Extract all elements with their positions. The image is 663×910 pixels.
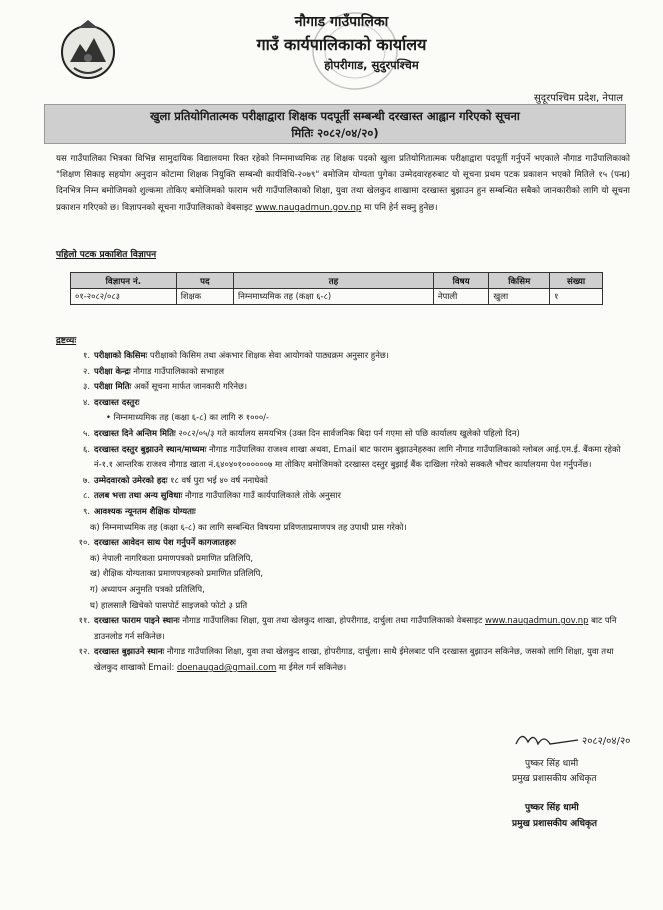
item-label: परीक्षा केन्द्रः (94, 365, 131, 376)
item-text: नौगाड गाउँपालिका शिक्षा, युवा तथा खेलकुद शाखा, होपरीगाड, दार्चुला। साथै ईमेलबाट पनि दरखास्त बुझाउन सकिनेछ, जसको लागि शिक्षा, युवा तथा खेलकुद शाखाको Email: (94, 646, 614, 672)
table-row (71, 289, 603, 305)
stamp-designation: प्रमुख प्रशासकीय अधिकृत (512, 819, 598, 829)
website-link[interactable]: www.naugadmun.gov.np (255, 202, 362, 213)
table-cell: १ (550, 289, 603, 305)
document-subitem: ख) शैक्षिक योग्यताका प्रमाणपत्रहरुको प्रमाणित प्रतिलिपि, (90, 568, 264, 579)
item-text: नौगाड गाउँपालिका गाउँ कार्यपालिकाले तोके अनुसार (184, 490, 341, 501)
notes-heading: द्रष्टव्यः (56, 336, 77, 346)
item-number: ४. (82, 396, 90, 407)
item-text: नौगाड गाउँपालिका राजश्व शाखा अथवा, Email बाट फाराम बुझाउनेहरुका लागि नौगाड गाउँपालिकाको ग्लोबल आई.एम.ई. बैंकमा रहेको नं-१.१ आन्तरिक राजश्व नौगाड खाता नं.६४०४०१००००००७ मा तोकिए बमोजिमको दरखास्त दस्तुर बुझाई बैंक दाखिला गरेको सक्कलै भौचर कार्यालयमा पेश गर्नुपर्नेछ। (94, 443, 621, 470)
item-number: ६. (82, 443, 90, 454)
item-text: नौगाड गाउँपालिकाको सभाहल (133, 365, 225, 376)
list-item (58, 442, 636, 473)
notice-title: खुला प्रतियोगितात्मक परीक्षाद्वारा शिक्षक पदपूर्ती सम्बन्धी दरखास्त आह्वान गरिएको सूचना (150, 109, 520, 123)
item-label: दरखास्त दस्तुर बुझाउने स्थान/माध्यमः (94, 443, 207, 454)
col-header: तह (234, 273, 434, 289)
stamp-name: पुष्कर सिंह धामी (525, 803, 579, 813)
item-label: दरखास्त दिने अन्तिम मितिः (94, 427, 176, 438)
signatory-designation: प्रमुख प्रशासकीय अधिकृत (512, 774, 597, 784)
notes-list (58, 348, 636, 675)
item-number: ५. (82, 427, 90, 438)
qualification-subitem: क) निम्नमाध्यमिक तह (कक्षा ६-८) का लागि सम्बन्धित विषयमा प्रविणताप्रमाणपत्र तह उपाधी प्रास गरेको। (90, 521, 407, 532)
item-suffix: मा ईमेल गर्न सकिनेछ। (278, 661, 347, 672)
list-item (58, 504, 636, 520)
list-item (58, 644, 636, 675)
office-location: होपरीगाड, सुदुरपश्चिम (324, 58, 419, 72)
table-cell: ०१-२०८२/०८३ (71, 289, 177, 305)
notice-title-box (44, 104, 626, 144)
item-text: २०८२/०५/३ गते कार्यालय समयभित्र (उक्त दिन सार्वजनिक बिदा पर्न गएमा सो पछि कार्यालय खुलेको पहिलो दिन) (178, 427, 520, 438)
intro-suffix: मा पनि हेर्न सक्नु हुनेछ। (364, 202, 438, 213)
website-link[interactable]: www.naugadmun.gov.np (484, 615, 589, 626)
table-cell: शिक्षक (176, 289, 233, 305)
intro-paragraph (56, 151, 630, 216)
item-number: ११. (78, 615, 90, 626)
office-name: गाउँ कार्यपालिकाको कार्यालय (256, 35, 427, 54)
notice-date: मितिः २०८२/०४/२०) (291, 126, 379, 140)
list-item (58, 488, 636, 504)
item-number: ८. (82, 490, 90, 501)
col-header: संख्या (550, 273, 603, 289)
item-number: ७. (82, 474, 90, 485)
document-subitem: घ) हालसालै खिचेको पासपोर्ट साइजको फोटो ३ प्रति (90, 599, 248, 610)
section-heading: पहिलो पटक प्रकाशित विज्ञापन (56, 250, 157, 260)
municipality-name: नौगाड गाउँपालिका (294, 14, 389, 30)
item-number: ९. (82, 505, 90, 516)
item-label: आवश्यक न्यूनतम शैक्षिक योग्यताः (94, 505, 196, 516)
item-label: दरखास्त आवेदन साथ पेश गर्नुपर्ने कागजातहरुः (94, 537, 236, 548)
col-header: विज्ञापन नं. (71, 273, 177, 289)
table-cell: निम्नमाध्यमिक तह (कक्षा ६-८) (234, 289, 434, 305)
handwritten-signature (508, 726, 638, 752)
email-link[interactable]: doenaugad@gmail.com (176, 661, 277, 672)
svg-text:२०८२/०४/२०: २०८२/०४/२० (582, 736, 631, 747)
fee-bullet: • निम्नमाध्यमिक तह (कक्षा ६-८) का लागि रु १०००/- (106, 412, 270, 423)
list-item (58, 473, 636, 489)
list-item (58, 364, 636, 380)
list-item (58, 535, 636, 551)
col-header: विषय (433, 273, 489, 289)
document-subitem: क) नेपाली नागरिकता प्रमाणपत्रको प्रमाणित प्रतिलिपि, (90, 552, 253, 563)
item-number: १. (82, 350, 90, 360)
list-item (58, 613, 636, 644)
item-text: अर्को सूचना मार्फत जानकारी गरिनेछ। (133, 381, 248, 392)
item-label: परीक्षाको किसिमः (94, 350, 148, 360)
col-header: पद (176, 273, 233, 289)
item-label: परीक्षा मितिः (94, 381, 132, 392)
list-item (58, 379, 636, 395)
intro-text: यस गाउँपालिका भित्रका विभिन्न सामुदायिक विद्यालयमा रिक्त रहेको निम्नमाध्यमिक तह शिक्षक पदको खुला प्रतियोगितात्मक परीक्षाद्वारा पदपूर्ती गर्नुपर्ने भएकाले नौगाड गाउँपालिकाको "शिक्षण सिकाइ सहयोग अनुदान कोटामा शिक्षक नियुक्ति सम्बन्धी कार्यविधि-२०७९" बमोजिम योग्यता पुगेका उम्मेदवारहरुबाट यो सूचना प्रथम पटक प्रकाशन भएको मितिले १५ (पन्ध्र) दिनभित्र निम्न बमोजिमको शुल्कमा तोकिए बमोजिमको फाराम भरी गाउँपालिकाको शिक्षा, युवा तथा खेलकुद शाखामा दरखास्त बुझाउन हुन सम्बन्धित सबैको जानकारीको लागि यो सूचना प्रकाशन गरिएको छ। विज्ञापनको सूचना गाउँपालिकाको वेबसाइट (56, 154, 630, 213)
item-number: १०. (78, 537, 90, 548)
item-suffix: बाट पनि डाउनलोड गर्न सकिनेछ। (94, 615, 617, 641)
item-label: तलब भत्ता तथा अन्य सुविधाः (94, 490, 183, 501)
item-label: दरखास्त बुझाउने स्थानः (94, 646, 165, 657)
fee-text: निम्नमाध्यमिक तह (कक्षा ६-८) का लागि रु १०००/- (113, 412, 270, 423)
col-header: किसिम (489, 273, 550, 289)
advertisement-table (70, 272, 603, 305)
item-label: दरखास्त फाराम पाइने स्थानः (94, 615, 180, 626)
table-cell: नेपाली (433, 289, 489, 305)
item-label: उम्मेदवारको उमेरको हदः (94, 474, 168, 485)
item-label: दरखास्त दस्तुरः (94, 396, 140, 407)
table-cell: खुला (489, 289, 550, 305)
signatory-name: पुष्कर सिंह धामी (525, 759, 579, 769)
item-number: २. (82, 365, 90, 376)
list-item (58, 395, 636, 411)
province-label: सुदूरपश्चिम प्रदेश, नेपाल (534, 93, 623, 104)
table-header-row (71, 273, 603, 289)
list-item (58, 426, 636, 442)
item-text: परीक्षाको किसिम तथा अंकभार शिक्षक सेवा आयोगको पाठ्यक्रम अनुसार हुनेछ। (149, 350, 389, 360)
document-subitem: ग) अध्यापन अनुमति पत्रको प्रतिलिपि, (90, 583, 205, 594)
list-item (58, 348, 636, 364)
item-number: ३. (82, 381, 90, 392)
item-text: नौगाड गाउँपालिका शिक्षा, युवा तथा खेलकुद शाखा, होपरीगाड, दार्चुला तथा गाउँपालिकाको वेबसाइट (182, 615, 483, 626)
item-text: १८ वर्ष पुरा भई ४० वर्ष ननाघेको (170, 474, 268, 485)
item-number: १२. (78, 646, 90, 657)
